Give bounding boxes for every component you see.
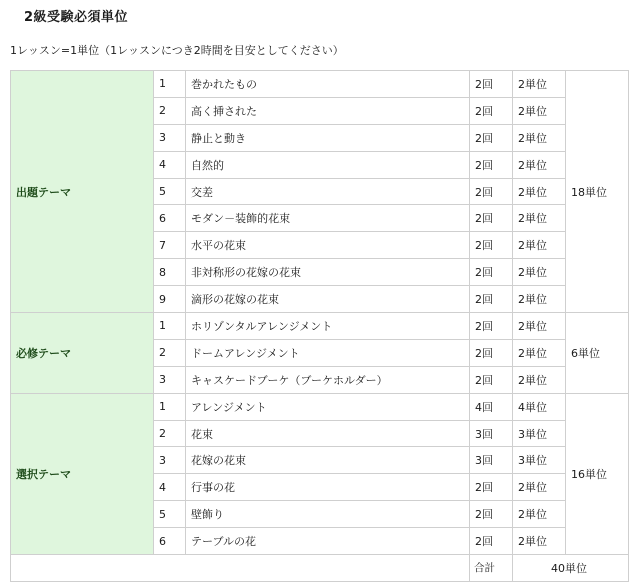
row-number: 4: [154, 151, 186, 178]
lesson-count: 3回: [470, 420, 513, 447]
lesson-count: 2回: [470, 232, 513, 259]
lesson-count: 2回: [470, 151, 513, 178]
unit-count: 2単位: [513, 124, 566, 151]
unit-count: 2単位: [513, 313, 566, 340]
unit-count: 2単位: [513, 339, 566, 366]
theme-name: 自然的: [186, 151, 470, 178]
lesson-count: 2回: [470, 339, 513, 366]
lesson-count: 2回: [470, 205, 513, 232]
theme-name: テーブルの花: [186, 528, 470, 555]
theme-name: キャスケードブーケ（ブーケホルダー）: [186, 366, 470, 393]
row-number: 3: [154, 366, 186, 393]
unit-count: 3単位: [513, 420, 566, 447]
lesson-count: 2回: [470, 97, 513, 124]
unit-count: 2単位: [513, 366, 566, 393]
unit-count: 3単位: [513, 447, 566, 474]
row-number: 1: [154, 313, 186, 340]
row-number: 5: [154, 178, 186, 205]
page-title: 2級受験必須単位: [24, 10, 129, 25]
lesson-count: 3回: [470, 447, 513, 474]
theme-name: 交差: [186, 178, 470, 205]
lesson-note: 1レッスン=1単位（1レッスンにつき2時間を目安としてください）: [10, 44, 344, 57]
theme-name: ホリゾンタルアレンジメント: [186, 313, 470, 340]
category-cell: 出題テーマ: [11, 71, 154, 313]
theme-name: 壁飾り: [186, 501, 470, 528]
row-number: 2: [154, 97, 186, 124]
row-number: 6: [154, 205, 186, 232]
table-row: [11, 71, 629, 98]
row-number: 3: [154, 124, 186, 151]
theme-name: 花束: [186, 420, 470, 447]
units-table: [10, 70, 629, 582]
theme-name: ドームアレンジメント: [186, 339, 470, 366]
total-row: [11, 555, 629, 582]
row-number: 1: [154, 71, 186, 98]
theme-name: 巻かれたもの: [186, 71, 470, 98]
row-number: 9: [154, 286, 186, 313]
row-number: 8: [154, 259, 186, 286]
table-row: [11, 393, 629, 420]
lesson-count: 2回: [470, 178, 513, 205]
theme-name: モダン－装飾的花束: [186, 205, 470, 232]
unit-count: 2単位: [513, 501, 566, 528]
row-number: 7: [154, 232, 186, 259]
row-number: 2: [154, 420, 186, 447]
lesson-count: 2回: [470, 124, 513, 151]
unit-count: 2単位: [513, 259, 566, 286]
lesson-count: 2回: [470, 313, 513, 340]
category-cell: 選択テーマ: [11, 393, 154, 554]
lesson-count: 2回: [470, 501, 513, 528]
unit-count: 2単位: [513, 286, 566, 313]
row-number: 5: [154, 501, 186, 528]
row-number: 1: [154, 393, 186, 420]
theme-name: 高く挿された: [186, 97, 470, 124]
lesson-count: 2回: [470, 528, 513, 555]
theme-name: 滴形の花嫁の花束: [186, 286, 470, 313]
lesson-count: 2回: [470, 286, 513, 313]
lesson-count: 2回: [470, 259, 513, 286]
units-table-body: [11, 71, 629, 582]
lesson-count: 2回: [470, 71, 513, 98]
theme-name: 静止と動き: [186, 124, 470, 151]
lesson-count: 4回: [470, 393, 513, 420]
row-number: 6: [154, 528, 186, 555]
grand-total: 40単位: [513, 555, 629, 582]
lesson-count: 2回: [470, 474, 513, 501]
unit-count: 2単位: [513, 178, 566, 205]
table-row: [11, 313, 629, 340]
group-total: 6単位: [566, 313, 629, 394]
theme-name: 非対称形の花嫁の花束: [186, 259, 470, 286]
unit-count: 2単位: [513, 205, 566, 232]
unit-count: 2単位: [513, 528, 566, 555]
unit-count: 2単位: [513, 232, 566, 259]
theme-name: 花嫁の花束: [186, 447, 470, 474]
total-label: 合計: [470, 555, 513, 582]
unit-count: 2単位: [513, 97, 566, 124]
theme-name: アレンジメント: [186, 393, 470, 420]
blank-cell: [11, 555, 470, 582]
theme-name: 水平の花束: [186, 232, 470, 259]
group-total: 16単位: [566, 393, 629, 554]
unit-count: 2単位: [513, 71, 566, 98]
unit-count: 2単位: [513, 474, 566, 501]
row-number: 3: [154, 447, 186, 474]
row-number: 4: [154, 474, 186, 501]
group-total: 18単位: [566, 71, 629, 313]
row-number: 2: [154, 339, 186, 366]
unit-count: 2単位: [513, 151, 566, 178]
category-cell: 必修テーマ: [11, 313, 154, 394]
theme-name: 行事の花: [186, 474, 470, 501]
lesson-count: 2回: [470, 366, 513, 393]
unit-count: 4単位: [513, 393, 566, 420]
